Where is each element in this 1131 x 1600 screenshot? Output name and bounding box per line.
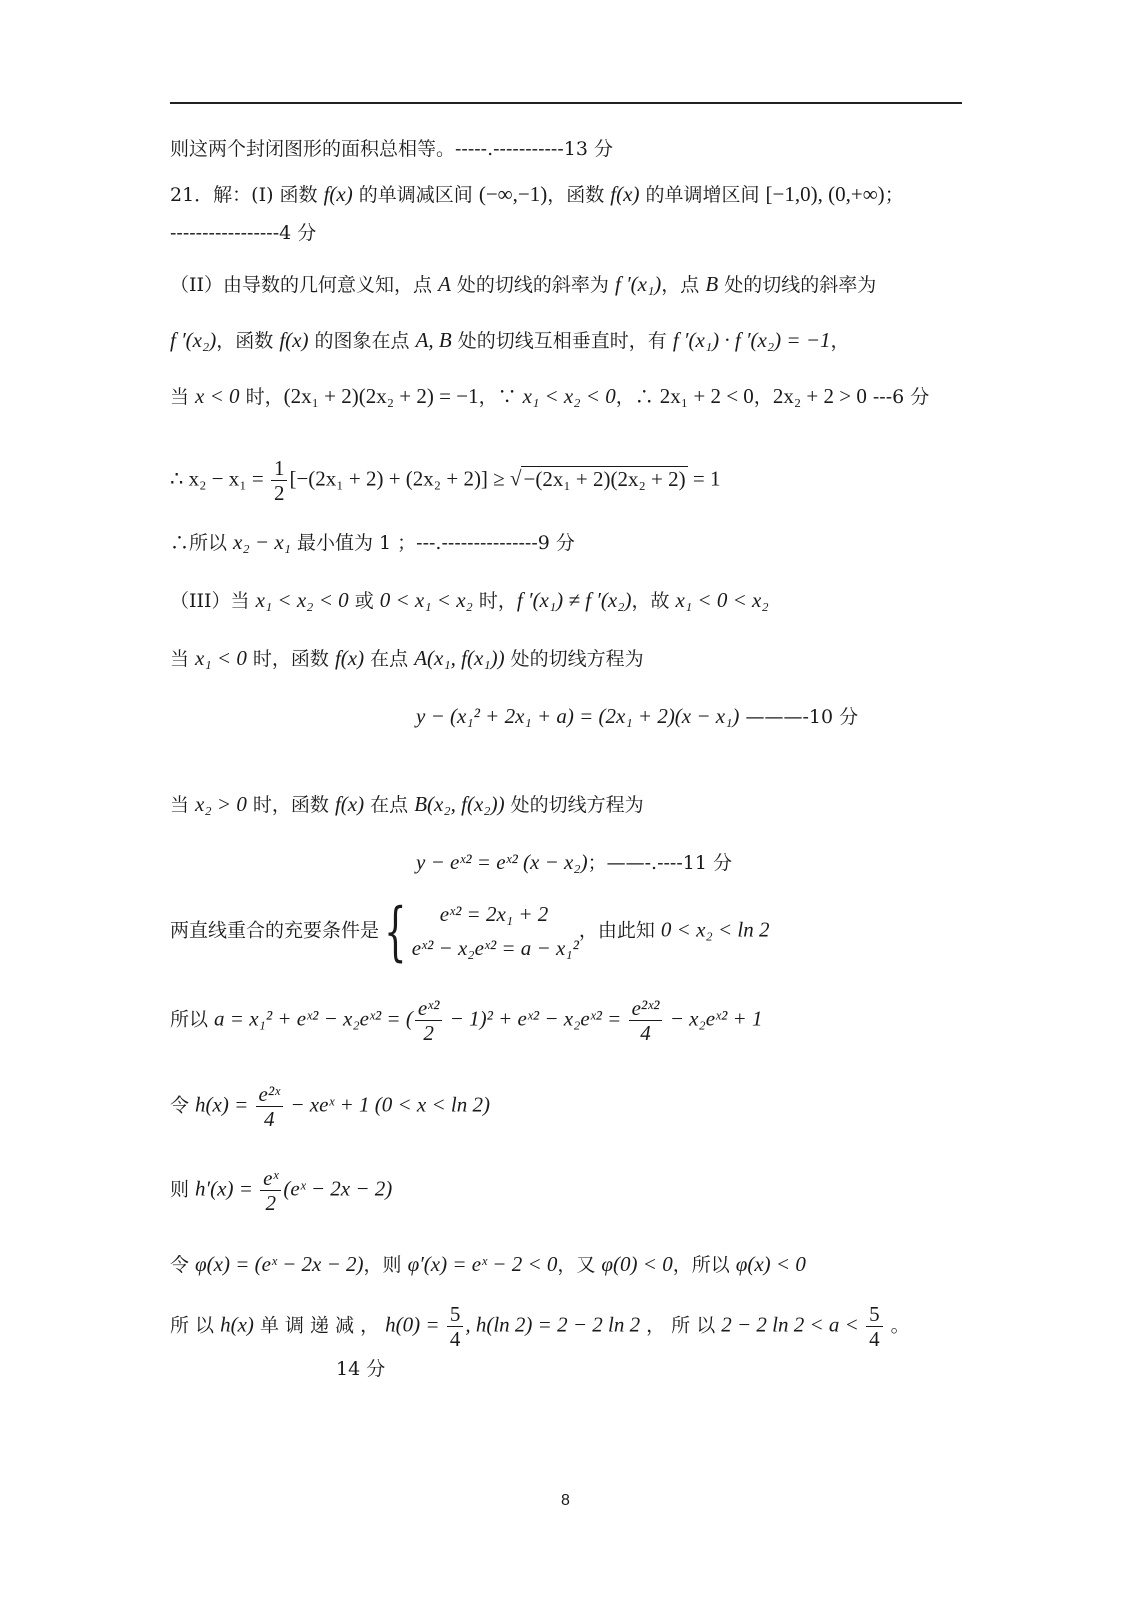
text-line-11 <box>416 704 858 729</box>
sqrt-sign: √ <box>509 466 522 491</box>
text-line-6 <box>170 384 929 409</box>
text: 令 <box>170 1094 196 1117</box>
page-number: 8 <box>561 1492 570 1509</box>
text: 令 <box>170 1254 196 1276</box>
text: 两直线重合的充要条件是 <box>170 919 380 942</box>
text: ，函数 <box>216 330 280 352</box>
math: φ′(x) = eˣ − 2 < 0 <box>407 1252 558 1276</box>
text: ，函数 <box>547 184 611 206</box>
score-marker: -----------------4 分 <box>170 222 317 244</box>
math: φ(x) = (eˣ − 2x − 2) <box>195 1252 364 1276</box>
math: f(x) <box>334 792 365 816</box>
denominator: 4 <box>640 1021 651 1046</box>
text-line-7 <box>170 456 720 505</box>
math: (eˣ − 2x − 2) <box>283 1176 393 1201</box>
math: h′(x) = <box>195 1176 259 1201</box>
text: （III）当 <box>170 590 256 612</box>
math: f ′(x₁) · f ′(x₂) = −1 <box>672 328 831 352</box>
text: 时，函数 <box>246 648 335 670</box>
text-line-15 <box>170 996 762 1045</box>
math: 0 < x₁ < x₂ <box>379 588 473 612</box>
score-marker: 最小值为 1 ；---.---------------9 分 <box>290 532 575 554</box>
math: 2x₂ + 2 > 0 <box>772 384 867 408</box>
text: 则 <box>170 1178 196 1201</box>
math: 2x₁ + 2 < 0 <box>659 384 754 408</box>
header-rule <box>170 102 962 104</box>
text-line-16 <box>170 1082 490 1131</box>
text: 时，函数 <box>246 794 335 816</box>
text: ，又 <box>557 1254 602 1276</box>
text-line-19 <box>170 1302 910 1351</box>
math: − xeˣ + 1 (0 < x < ln 2) <box>285 1092 490 1117</box>
tangent-line-equation-a: y − (x₁² + 2x₁ + a) = (2x₁ + 2)(x − x₁) <box>416 704 740 728</box>
score-marker: ---6 分 <box>866 386 930 408</box>
text: 处的切线方程为 <box>504 648 644 670</box>
text: 。 <box>884 1314 910 1337</box>
text: ， <box>830 330 850 352</box>
numerator: 1 <box>271 456 288 481</box>
math: A, B <box>415 328 452 352</box>
text: （II）由导数的几何意义知，点 <box>170 274 439 296</box>
math: x₁ < x₂ < 0 <box>522 384 616 408</box>
math: 2 − 2 ln 2 < a < <box>721 1312 865 1337</box>
math: x₁ < 0 < x₂ <box>675 588 769 612</box>
denominator: 2 <box>265 1191 276 1216</box>
math: x₁ < 0 <box>195 646 247 670</box>
math: A(x₁, f(x₁)) <box>414 646 505 670</box>
text: 时， <box>472 590 517 612</box>
text: 当 <box>170 794 196 816</box>
denominator: 2 <box>423 1021 434 1046</box>
math: , h(ln 2) = 2 − 2 ln 2 <box>465 1312 641 1337</box>
math: h(x) = <box>195 1092 254 1117</box>
math-fx: f(x) <box>610 182 640 206</box>
text: 在点 <box>364 648 415 670</box>
area-conclusion: 则这两个封闭图形的面积总相等。-----.-----------13 分 <box>170 138 613 160</box>
system-eq-1: eˣ² = 2x₁ + 2 <box>439 902 549 926</box>
text: ， <box>753 386 773 408</box>
denominator: 4 <box>264 1107 275 1132</box>
problem-21-intro: 21．解：(Ⅰ) 函数 <box>170 184 324 206</box>
text: ，由此知 <box>578 919 661 942</box>
math: f ′(x₂) <box>170 328 217 352</box>
text: ，点 <box>661 274 706 296</box>
left-brace: { <box>384 894 407 969</box>
fraction <box>866 1302 883 1351</box>
numerator: 5 <box>866 1302 883 1327</box>
math: − 1)² + eˣ² − x₂eˣ² = <box>444 1006 627 1031</box>
text-line-3 <box>170 222 316 245</box>
math: f ′(x₁) ≠ f ′(x₂) <box>516 588 632 612</box>
text: 的单调增区间 <box>639 184 766 206</box>
text-line-9 <box>170 588 769 613</box>
math: x₂ − x₁ <box>233 530 291 554</box>
tangent-line-equation-b: y − eˣ² = eˣ² (x − x₂) <box>416 850 588 874</box>
text: 当 <box>170 386 196 408</box>
math: h(x) <box>220 1312 254 1337</box>
math: 0 < x₂ < ln 2 <box>660 917 770 942</box>
text-line-4 <box>170 272 876 297</box>
math: − x₂eˣ² + 1 <box>664 1006 763 1031</box>
text: ，∵ <box>478 386 523 408</box>
math: [−(2x₁ + 2) + (2x₂ + 2)] ≥ <box>289 466 510 491</box>
math: ∴ x₂ − x₁ = <box>170 466 269 491</box>
fraction <box>629 996 663 1045</box>
text-line-1 <box>170 138 613 161</box>
text: 在点 <box>364 794 415 816</box>
text: ， 所 以 <box>640 1314 722 1337</box>
math: f(x) <box>279 328 309 352</box>
math-interval: (−∞,−1) <box>478 182 548 206</box>
text: ，∴ <box>615 386 660 408</box>
text: ∴所以 <box>170 532 234 554</box>
score-marker: ；——-.----11 分 <box>587 852 732 874</box>
math: x₂ > 0 <box>195 792 247 816</box>
math: a = x₁² + eˣ² − x₂eˣ² = ( <box>214 1006 413 1031</box>
fraction <box>256 1082 284 1131</box>
numerator: 5 <box>447 1302 464 1327</box>
text: 单 调 递 减 ， <box>253 1314 386 1337</box>
text-line-5 <box>170 328 850 353</box>
score-marker: ———-10 分 <box>739 706 859 728</box>
math: A <box>438 272 451 296</box>
text-line-17 <box>170 1166 392 1215</box>
text: 或 <box>348 590 380 612</box>
text: 时， <box>239 386 284 408</box>
math: x < 0 <box>195 384 240 408</box>
numerator: eˣ <box>260 1166 281 1191</box>
math: (2x₁ + 2)(2x₂ + 2) = −1 <box>283 384 479 408</box>
text: ，则 <box>363 1254 408 1276</box>
text-line-20 <box>336 1358 385 1381</box>
fraction <box>447 1302 464 1351</box>
fraction <box>271 456 288 505</box>
text: 处的切线方程为 <box>504 794 644 816</box>
math-interval: [−1,0), (0,+∞) <box>765 182 885 206</box>
sqrt-radicand: −(2x₁ + 2)(2x₂ + 2) <box>523 466 686 491</box>
text-line-18 <box>170 1252 806 1277</box>
math: f ′(x₁) <box>614 272 662 296</box>
math-fx: f(x) <box>323 182 353 206</box>
math: φ(0) < 0 <box>601 1252 673 1276</box>
text: 处的切线的斜率为 <box>718 274 877 296</box>
text: 所 以 <box>170 1314 221 1337</box>
fraction <box>415 996 443 1045</box>
numerator: eˣ² <box>415 996 443 1021</box>
denominator: 4 <box>449 1327 461 1352</box>
text: ，故 <box>631 590 676 612</box>
text: 处的切线互相垂直时，有 <box>451 330 673 352</box>
math: = 1 <box>687 466 721 491</box>
text-line-13 <box>416 850 732 875</box>
text-line-10 <box>170 646 644 671</box>
math: f(x) <box>334 646 365 670</box>
numerator: e²ˣ <box>256 1082 284 1107</box>
numerator: e²ˣ² <box>629 996 663 1021</box>
text: 处的切线的斜率为 <box>450 274 615 296</box>
math: h(0) = <box>385 1312 445 1337</box>
text: 所以 <box>170 1008 215 1031</box>
text-line-8 <box>170 530 575 555</box>
system-eq-2: eˣ² − x₂eˣ² = a − x₁² <box>411 935 579 960</box>
math: B(x₂, f(x₂)) <box>414 792 505 816</box>
math: x₁ < x₂ < 0 <box>255 588 349 612</box>
text: 的图象在点 <box>308 330 416 352</box>
text: ，所以 <box>672 1254 736 1276</box>
denominator: 4 <box>869 1327 880 1352</box>
text-line-2 <box>170 182 904 207</box>
text: ； <box>884 184 904 206</box>
text: 当 <box>170 648 196 670</box>
equation-system <box>412 898 579 965</box>
text: 的单调减区间 <box>352 184 479 206</box>
score-marker: 14 分 <box>336 1358 386 1380</box>
math: B <box>705 272 719 296</box>
text-line-14 <box>170 894 770 969</box>
fraction <box>260 1166 281 1215</box>
math: φ(x) < 0 <box>735 1252 806 1276</box>
denominator: 2 <box>273 481 285 506</box>
text-line-12 <box>170 792 644 817</box>
